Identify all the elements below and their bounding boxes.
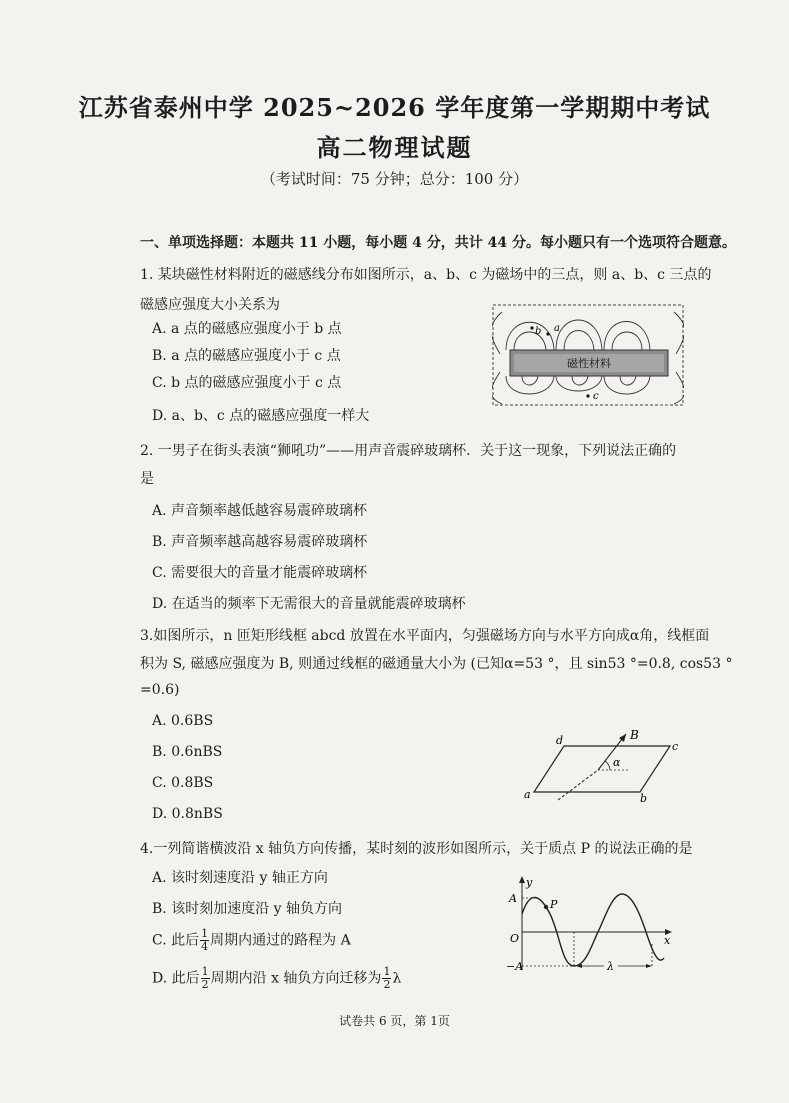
fraction-numerator: 1 <box>201 965 209 978</box>
corner-b-label: b <box>640 792 648 804</box>
q1-stem-line2: 磁感应强度大小关系为 <box>140 297 280 313</box>
q3-option-a: A. 0.6BS <box>152 713 214 729</box>
corner-c-label: c <box>672 740 679 753</box>
q1-option-a: A. a 点的磁感应强度小于 b 点 <box>152 321 342 337</box>
q1-stem-line1: 1. 某块磁性材料附近的磁感线分布如图所示，a、b、c 为磁场中的三点，则 a、b、c 三点的 <box>140 267 712 283</box>
q2-option-d: D. 在适当的频率下无需很大的音量就能震碎玻璃杯 <box>152 596 466 612</box>
exam-info: （考试时间：75 分钟；总分：100 分） <box>260 170 529 188</box>
q3-option-c: C. 0.8BS <box>152 775 214 791</box>
wave-figure <box>506 874 676 974</box>
point-a-label: a <box>554 323 560 334</box>
fraction-numerator: 1 <box>383 965 391 978</box>
q4-option-c-suffix: 周期内通过的路程为 A <box>210 932 351 949</box>
y-axis-label: y <box>526 876 533 889</box>
corner-a-label: a <box>524 788 531 801</box>
q3-option-d: D. 0.8nBS <box>152 806 223 822</box>
corner-d-label: d <box>556 734 564 747</box>
point-b-label: b <box>535 326 542 337</box>
q4-option-d-fraction <box>201 966 210 991</box>
q2-option-c: C. 需要很大的音量才能震碎玻璃杯 <box>152 565 368 581</box>
q2-stem-line1: 2. 一男子在街头表演“狮吼功”——用声音震碎玻璃杯．关于这一现象，下列说法正确的 <box>140 443 677 459</box>
q4-stem-line1: 4.一列简谐横波沿 x 轴负方向传播，某时刻的波形如图所示，关于质点 P 的说法正确的是 <box>140 841 693 857</box>
q2-stem-line2: 是 <box>140 471 154 487</box>
q4-option-c-prefix: C. 此后 <box>152 932 200 949</box>
q3-stem-line2: 积为 S, 磁感应强度为 B, 则通过线框的磁通量大小为 (已知α=53 °，且 sin53 °=0.8, cos53 ° <box>140 656 733 672</box>
q4-option-b: B. 该时刻加速度沿 y 轴负方向 <box>152 901 342 917</box>
point-c-label: c <box>593 391 599 402</box>
point-p-label: P <box>550 898 558 911</box>
q2-option-a: A. 声音频率越低越容易震碎玻璃杯 <box>152 503 368 519</box>
q3-option-b: B. 0.6nBS <box>152 744 223 760</box>
exam-title: 江苏省泰州中学 2025~2026 学年度第一学期期中考试 <box>78 93 711 122</box>
page-footer: 试卷共 6 页，第 1页 <box>339 1014 450 1028</box>
q4-option-d-middle: 周期内沿 x 轴负方向迁移为 <box>210 970 382 987</box>
amp-label: A <box>509 892 517 905</box>
fraction-denominator: 2 <box>201 978 209 991</box>
fraction-numerator: 1 <box>201 927 209 940</box>
magnet-label: 磁性材料 <box>567 357 611 370</box>
q2-option-b: B. 声音频率越高越容易震碎玻璃杯 <box>152 534 368 550</box>
neg-amp-label: −A <box>506 960 524 973</box>
alpha-label: α <box>613 756 621 769</box>
q1-option-b: B. a 点的磁感应强度小于 c 点 <box>152 348 341 364</box>
q4-option-a: A. 该时刻速度沿 y 轴正方向 <box>152 870 328 886</box>
q4-option-d-prefix: D. 此后 <box>152 970 200 987</box>
x-axis-label: x <box>664 934 671 947</box>
q1-option-c: C. b 点的磁感应强度小于 c 点 <box>152 375 342 391</box>
fraction-denominator: 2 <box>383 978 391 991</box>
subject-title: 高二物理试题 <box>316 133 473 162</box>
q3-stem-line1: 3.如图所示，n 匝矩形线框 abcd 放置在水平面内，匀强磁场方向与水平方向成α角，线框面 <box>140 628 710 644</box>
section-heading: 一、单项选择题：本题共 11 小题，每小题 4 分，共计 44 分。每小题只有一个选项符合题意。 <box>140 235 736 251</box>
q4-option-c-fraction <box>200 928 209 953</box>
q4-option-d <box>152 966 401 991</box>
fraction-denominator: 4 <box>201 940 209 953</box>
q3-stem-line3: =0.6) <box>140 682 180 698</box>
b-field-label: B <box>630 728 639 742</box>
lambda-label: λ <box>607 960 614 973</box>
q1-option-d: D. a、b、c 点的磁感应强度一样大 <box>152 408 370 424</box>
q4-option-d-fraction2 <box>382 966 391 991</box>
q4-option-c <box>152 928 351 953</box>
origin-label: O <box>510 932 520 945</box>
q4-option-d-suffix: λ <box>392 970 402 987</box>
coil-frame-figure <box>520 726 680 804</box>
magnet-field-figure <box>492 304 684 406</box>
